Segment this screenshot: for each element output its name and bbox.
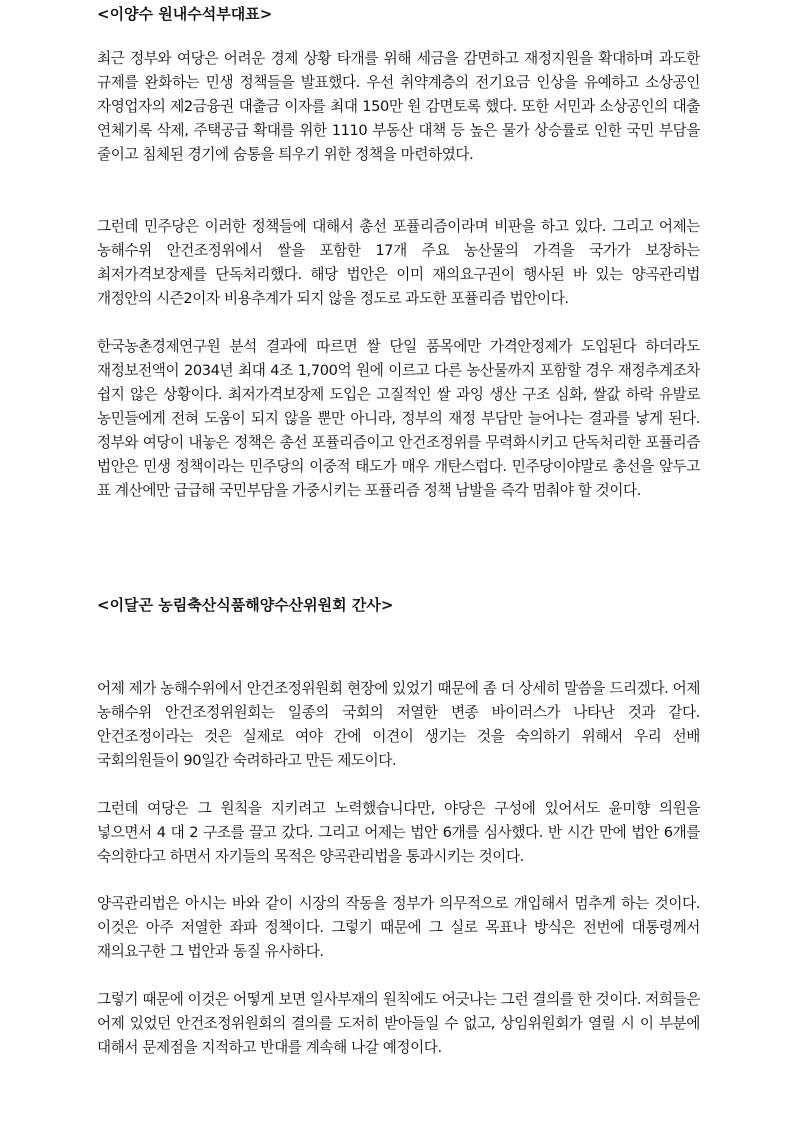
- section1-paragraph-2: 그런데 민주당은 이러한 정책들에 대해서 총선 포퓰리즘이라며 비판을 하고 있다. 그리고 어제는 농해수위 안건조정위에서 쌀을 포함한 17개 주요 농산물의 가격을 국가가 보장하는 최저가격보장제를 단독처리했다. 해당 법안은 이미 재의요구권이 행사된 바 있는 양곡관리법 개정안의 시즌2이자 비용추계가 되지 않을 정도로 과도한 포퓰리즘 법안이다.: [97, 218, 700, 307]
- section-heading-lee-yangsu: <이양수 원내수석부대표>: [97, 5, 273, 23]
- section1-paragraph-1: 최근 정부와 여당은 어려운 경제 상황 타개를 위해 세금을 감면하고 재정지원을 확대하며 과도한 규제를 완화하는 민생 정책들을 발표했다. 우선 취약계층의 전기요금 인상을 유예하고 소상공인 자영업자의 제2금융권 대출금 이자를 최대 150만 원 감면토록 했다. 또한 서민과 소상공인의 대출 연체기록 삭제, 주택공급 확대를 위한 1110 부동산 대책 등 높은 물가 상승률로 인한 국민 부담을 줄이고 침체된 경기에 숨통을 틔우기 위한 정책을 마련하였다.: [97, 50, 700, 163]
- section1-paragraph-3: 한국농촌경제연구원 분석 결과에 따르면 쌀 단일 품목에만 가격안정제가 도입된다 하더라도 재정보전액이 2034년 최대 4조 1,700억 원에 이르고 다른 농산물까지 포함할 경우 재정추계조차 쉽지 않은 상황이다. 최저가격보장제 도입은 고질적인 쌀 과잉 생산 구조 심화, 쌀값 하락 유발로 농민들에게 전혀 도움이 되지 않을 뿐만 아니라, 정부의 재정 부담만 늘어나는 결과를 낳게 된다. 정부와 여당이 내놓은 정책은 총선 포퓰리즘이고 안건조정위를 무력화시키고 단독처리한 포퓰리즘 법안은 민생 정책이라는 민주당의 이중적 태도가 매우 개탄스럽다. 민주당이야말로 총선을 앞두고 표 계산에만 급급해 국민부담을 가중시키는 포퓰리즘 정책 남발을 즉각 멈춰야 할 것이다.: [97, 338, 700, 499]
- section2-paragraph-3: 양곡관리법은 아시는 바와 같이 시장의 작동을 정부가 의무적으로 개입해서 멈추게 하는 것이다. 이것은 아주 저열한 좌파 정책이다. 그렇기 때문에 그 실로 목표나 방식은 전번에 대통령께서 재의요구한 그 법안과 동질 유사하다.: [97, 895, 700, 960]
- section2-paragraph-2: 그런데 여당은 그 원칙을 지키려고 노력했습니다만, 야당은 구성에 있어서도 윤미향 의원을 넣으면서 4 대 2 구조를 끌고 갔다. 그리고 어제는 법안 6개를 심사했다. 반 시간 만에 법안 6개를 숙의한다고 하면서 자기들의 목적은 양곡관리법을 통과시키는 것이다.: [97, 800, 700, 865]
- section-heading-lee-dalgon: <이달곤 농림축산식품해양수산위원회 간사>: [97, 596, 394, 614]
- section2-paragraph-4: 그렇기 때문에 이것은 어떻게 보면 일사부재의 원칙에도 어긋나는 그런 결의를 한 것이다. 저희들은 어제 있었던 안건조정위원회의 결의를 도저히 받아들일 수 없고, 상임위원회가 열릴 시 이 부분에 대해서 문제점을 지적하고 반대를 계속해 나갈 예정이다.: [97, 991, 701, 1056]
- section2-paragraph-1: 어제 제가 농해수위에서 안건조정위원회 현장에 있었기 때문에 좀 더 상세히 말씀을 드리겠다. 어제 농해수위 안건조정위원회는 일종의 국회의 저열한 변종 바이러스가 나타난 것과 같다. 안건조정이라는 것은 실제로 여야 간에 이견이 생기는 것을 숙의하기 위해서 우리 선배 국회의원들이 90일간 숙려하라고 만든 제도이다.: [97, 680, 701, 769]
